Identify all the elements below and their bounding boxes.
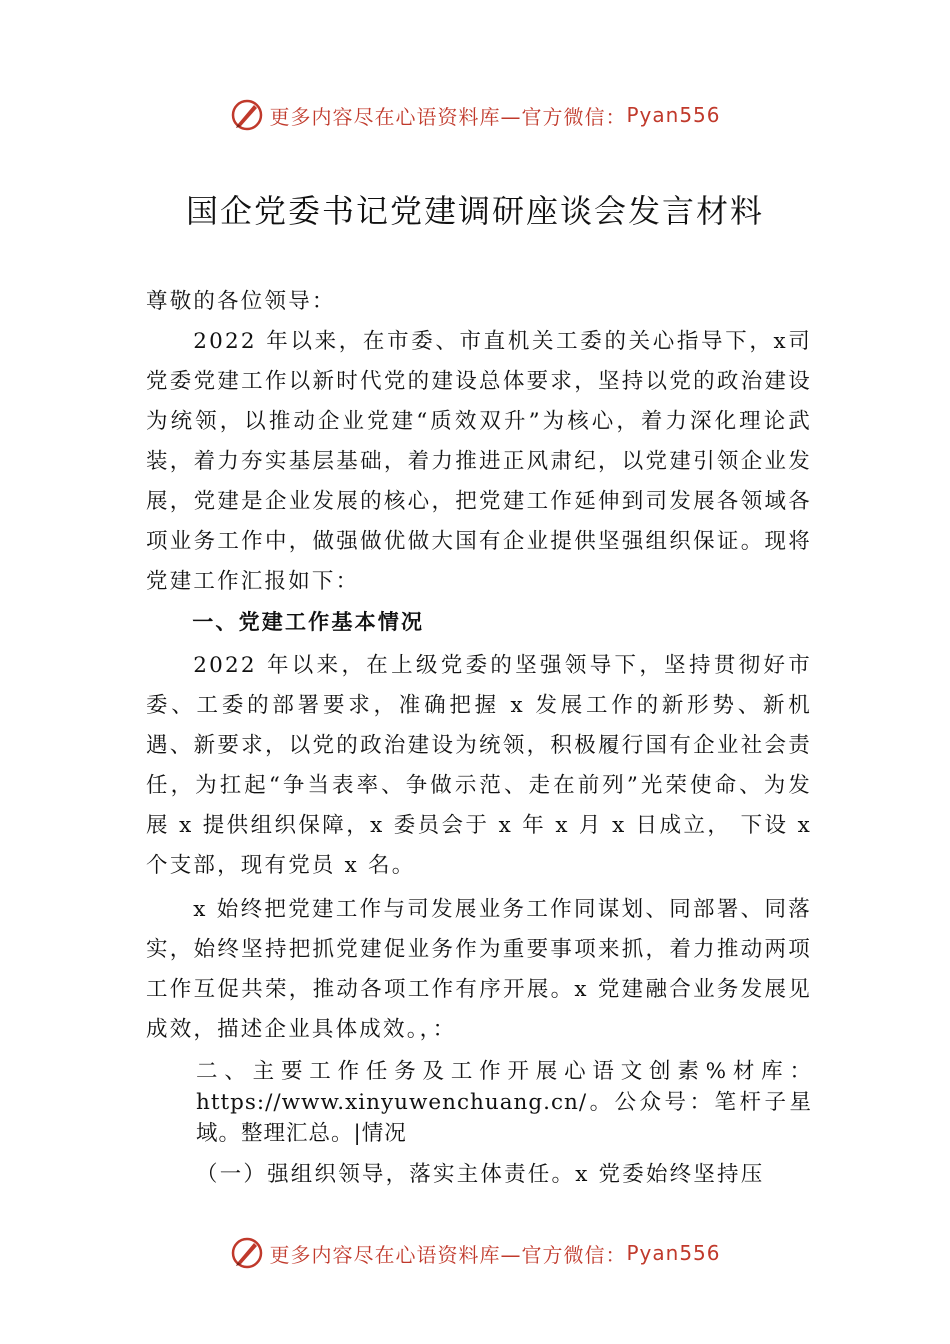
watermark-footer	[0, 1231, 950, 1275]
watermark-text: 更多内容尽在心语资料库—官方微信：	[269, 1242, 627, 1267]
section-heading-1: 一、党建工作基本情况	[192, 610, 425, 634]
subsection-heading-1: （一）强组织领导，落实主体责任。x 党委始终坚持压	[196, 1162, 765, 1187]
document-body	[146, 282, 812, 1195]
watermark-text: 更多内容尽在心语资料库—官方微信：	[269, 104, 627, 129]
pen-quill-icon	[229, 1235, 265, 1271]
watermark-wechat-id: Pyan556	[626, 1241, 721, 1265]
paragraph-integration: x 始终把党建工作与司发展业务工作同谋划、同部署、同落实，始终坚持把抓党建促业务作为重要事项来抓，着力推动两项工作互促共荣，推动各项工作有序开展。x 党建融合业务发展见成效，描述企业具体成效。，：	[146, 897, 812, 1042]
greeting: 尊敬的各位领导：	[146, 289, 336, 314]
pen-quill-icon	[229, 97, 265, 133]
watermark-wechat-id: Pyan556	[626, 103, 721, 127]
watermark-header	[0, 93, 950, 137]
document-title: 国企党委书记党建调研座谈会发言材料	[185, 192, 764, 230]
section-heading-2: 二、主要工作任务及工作开展心语文创素%材库：https://www.xinyuwenchuang.cn/。公众号：笔杆子星域。整理汇总。|情况	[196, 1059, 812, 1146]
paragraph-basic-situation: 2022 年以来，在上级党委的坚强领导下，坚持贯彻好市委、工委的部署要求，准确把握 x 发展工作的新形势、新机遇、新要求，以党的政治建设为统领，积极履行国有企业社会责任，为扛起“争当表率、争做示范、走在前列”光荣使命、为发展 x 提供组织保障，x 委员会于 x 年 x 月 x 日成立， 下设 x 个支部，现有党员 x 名。	[146, 653, 812, 878]
paragraph-intro: 2022 年以来，在市委、市直机关工委的关心指导下，x司党委党建工作以新时代党的建设总体要求，坚持以党的政治建设为统领，以推动企业党建“质效双升”为核心，着力深化理论武装，着力夯实基层基础，着力推进正风肃纪，以党建引领企业发展，党建是企业发展的核心，把党建工作延伸到司发展各领域各项业务工作中，做强做优做大国有企业提供坚强组织保证。现将党建工作汇报如下：	[146, 329, 812, 594]
